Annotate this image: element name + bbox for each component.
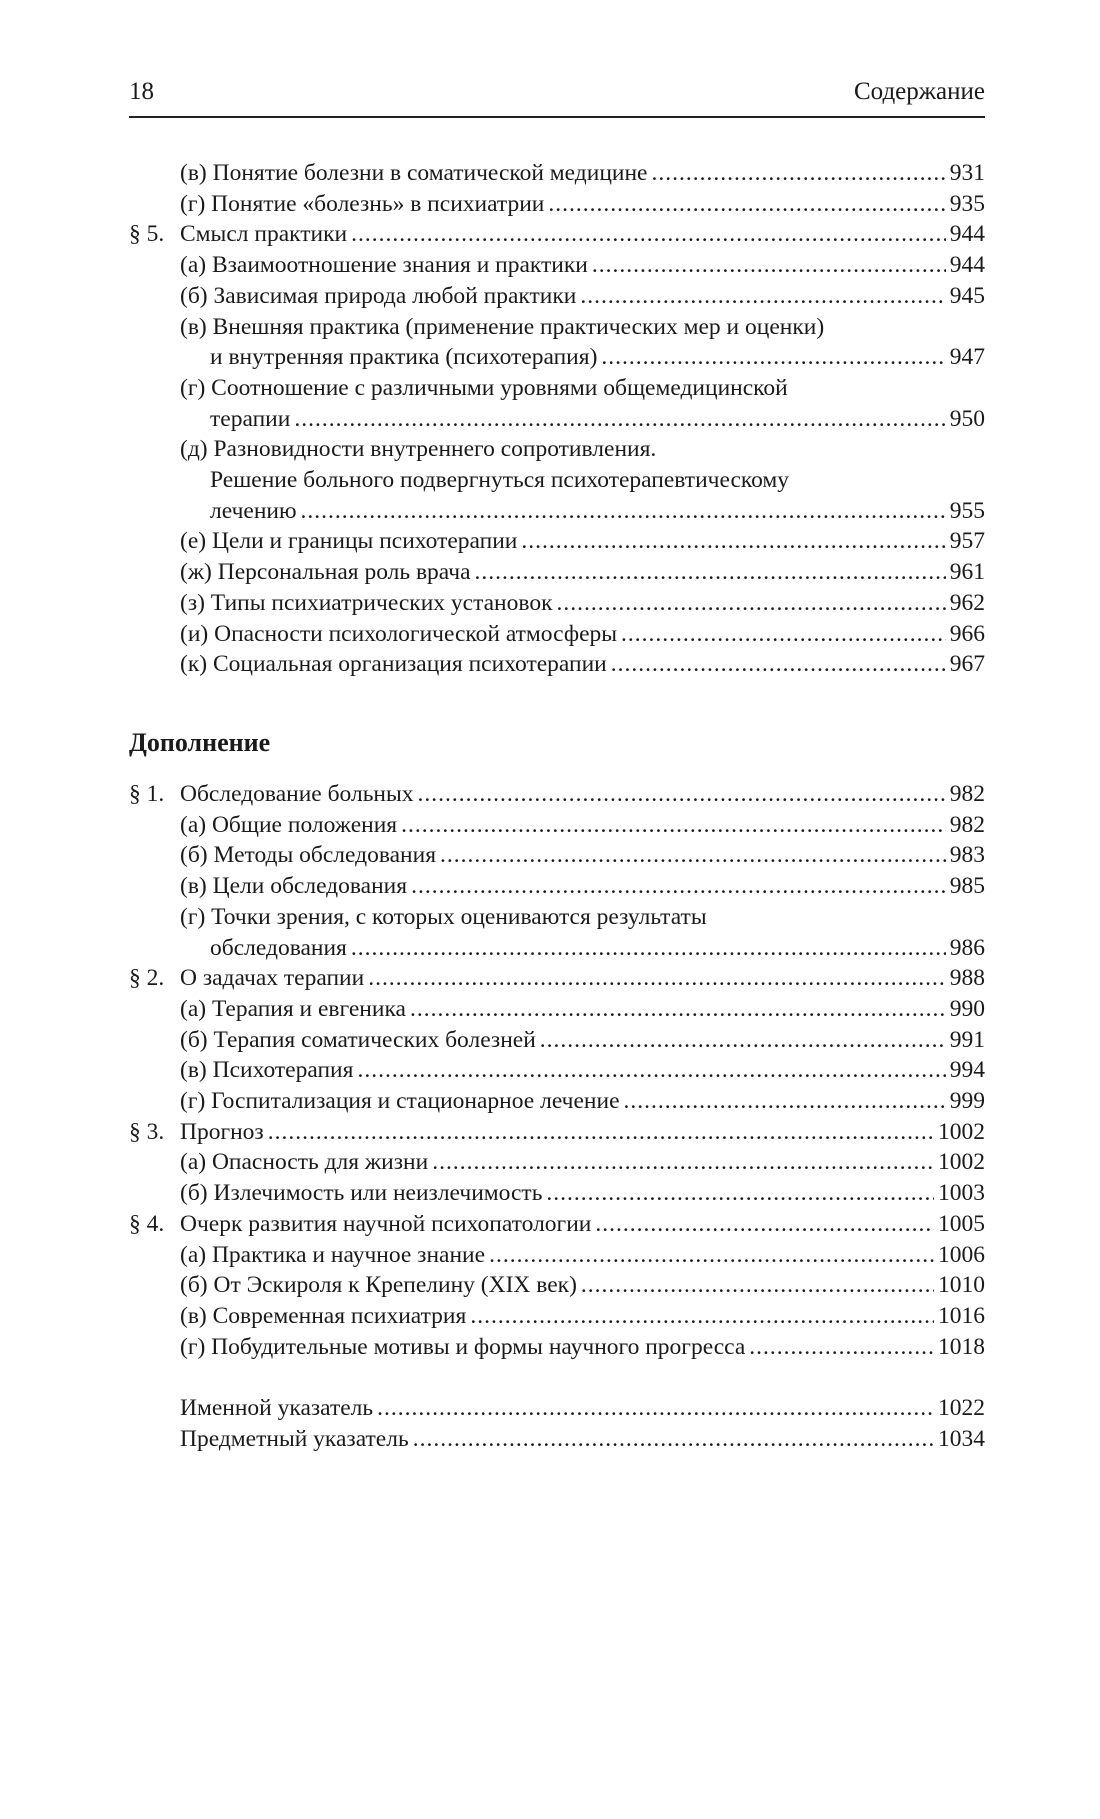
toc-entry-heading <box>180 526 517 557</box>
dot-leader <box>546 1178 934 1209</box>
toc-entry-heading <box>180 281 576 312</box>
toc-entry-label: Обследование больных <box>180 781 414 807</box>
dot-leader <box>401 810 946 841</box>
dot-leader <box>581 1270 934 1301</box>
toc-entry <box>129 281 985 312</box>
toc-entry <box>129 158 985 189</box>
dot-leader <box>521 526 945 557</box>
toc-entry-row <box>180 1025 985 1056</box>
dot-leader <box>432 1147 934 1178</box>
toc-entry-row <box>180 871 985 902</box>
dot-leader <box>475 557 946 588</box>
toc-entry-row <box>180 1332 985 1363</box>
toc-page-number: 1010 <box>938 1272 985 1299</box>
dot-leader <box>652 158 946 189</box>
toc-entry-row <box>180 994 985 1025</box>
toc-entry <box>129 526 985 557</box>
toc-entry-label: (и) Опасности психологической атмосферы <box>180 620 618 647</box>
page-number: 18 <box>129 78 154 105</box>
dot-leader <box>540 1025 946 1056</box>
index-entries <box>129 1393 985 1454</box>
toc-entry-label: (з) Типы психиатрических установок <box>180 589 553 616</box>
running-title: Содержание <box>854 78 985 105</box>
toc-entry-heading <box>180 1240 485 1271</box>
toc-entry-line <box>180 373 985 404</box>
section-number: § 1. <box>129 781 165 807</box>
toc-page-number: 991 <box>949 1026 985 1053</box>
toc-page-number: 961 <box>949 559 985 586</box>
toc-page-number: 1005 <box>938 1210 985 1237</box>
toc-entry-heading <box>180 1086 620 1117</box>
toc-entry-heading <box>180 649 607 680</box>
toc-entry-label: (в) Внешняя практика (применение практических мер и оценки) <box>180 313 825 340</box>
dot-leader <box>351 933 946 964</box>
toc-entry-row <box>180 619 985 650</box>
toc-page-number: 994 <box>949 1057 985 1084</box>
toc-entry <box>129 557 985 588</box>
toc-entry-row <box>180 1301 985 1332</box>
toc-entry <box>129 1393 985 1424</box>
toc-entry <box>129 1209 985 1240</box>
dot-leader <box>301 496 946 527</box>
toc-page-number: 955 <box>949 497 985 524</box>
toc-entry-label: (б) От Эскироля к Крепелину (XIX век) <box>180 1272 577 1299</box>
toc-entry-row <box>180 1178 985 1209</box>
toc-appendix <box>129 779 985 1455</box>
toc-page-number: 967 <box>949 651 985 678</box>
toc-page-number: 931 <box>949 160 985 186</box>
toc-entry <box>129 312 985 373</box>
dot-leader <box>621 619 946 650</box>
toc-entry-label: (б) Терапия соматических болезней <box>180 1026 536 1053</box>
toc-page-number: 1022 <box>938 1395 985 1422</box>
dot-leader <box>410 994 946 1025</box>
toc-entry <box>129 1270 985 1301</box>
toc-entry-label: (б) Методы обследования <box>180 842 437 869</box>
toc-page-number: 966 <box>949 620 985 647</box>
toc-entry-heading <box>180 1055 353 1086</box>
dot-leader <box>611 649 946 680</box>
toc-page-number: 990 <box>949 995 985 1022</box>
toc-entry-row <box>180 1393 985 1424</box>
appendix-title: Дополнение <box>129 728 271 757</box>
toc-entry-label-continued: Решение больного подвергнуться психотерапевтическому <box>210 467 790 494</box>
toc-entry-row <box>180 1147 985 1178</box>
toc-entry-label-continued: лечению <box>210 497 297 524</box>
dot-leader <box>548 189 945 220</box>
toc-entry-label: Очерк развития научной психопатологии <box>180 1210 592 1237</box>
toc-entry-heading <box>180 189 544 220</box>
dot-leader <box>368 963 946 994</box>
toc-entry-heading <box>129 219 347 250</box>
toc-entry-row <box>180 588 985 619</box>
toc-page-number: 962 <box>949 589 985 616</box>
toc-page-number: 1034 <box>938 1426 985 1453</box>
toc-entry <box>129 1025 985 1056</box>
toc-page-number: 1002 <box>938 1149 985 1176</box>
toc-entry-heading <box>180 1025 536 1056</box>
toc-entry <box>129 1424 985 1455</box>
toc-entry-row <box>180 1240 985 1271</box>
toc-page-number: 986 <box>949 934 985 961</box>
toc-entry-heading <box>129 1117 264 1148</box>
toc-entry <box>129 1055 985 1086</box>
toc-page-number: 988 <box>949 965 985 992</box>
toc-entry <box>129 810 985 841</box>
toc-page-number: 1003 <box>938 1180 985 1207</box>
toc-entry-heading <box>180 810 397 841</box>
toc-entry-label: (б) Излечимость или неизлечимость <box>180 1180 543 1207</box>
toc-entry <box>129 840 985 871</box>
toc-entry-label: Смысл практики <box>180 221 348 248</box>
toc-entry <box>129 189 985 220</box>
toc-page-number: 947 <box>949 344 985 371</box>
toc-page-number: 935 <box>949 190 985 217</box>
toc-entry-label-continued: и внутренняя практика (психотерапия) <box>210 344 598 371</box>
toc-entry-row <box>180 526 985 557</box>
toc-entry-heading <box>129 779 414 810</box>
toc-entry-label-continued: терапии <box>210 405 291 432</box>
toc-entry-label: (а) Опасность для жизни <box>180 1149 429 1176</box>
toc-entry <box>129 588 985 619</box>
dot-leader <box>411 871 946 902</box>
toc-entry-label: (в) Понятие болезни в соматической медицине <box>180 160 648 186</box>
toc-page-number: 957 <box>949 528 985 555</box>
toc-page-number: 982 <box>949 781 985 807</box>
toc-entry <box>129 902 985 963</box>
toc-entry-label: (б) Зависимая природа любой практики <box>180 282 577 309</box>
toc-entry <box>129 963 985 994</box>
toc-entry-row <box>180 281 985 312</box>
toc-entry-label: Прогноз <box>180 1118 264 1145</box>
toc-entry-label: (а) Практика и научное знание <box>180 1241 486 1268</box>
toc-entry-heading <box>180 1332 745 1363</box>
toc-entry-heading <box>180 158 648 189</box>
toc-entry-row <box>180 158 985 189</box>
toc-entry-row <box>129 219 985 250</box>
section-number: § 3. <box>129 1118 165 1145</box>
toc-page-number: 985 <box>949 873 985 900</box>
section-number: § 2. <box>129 965 165 992</box>
toc-entry-heading <box>180 840 436 871</box>
toc-entry-label: Именной указатель <box>180 1395 374 1422</box>
toc-entry <box>129 1178 985 1209</box>
toc-entry-row <box>129 1117 985 1148</box>
toc-entry-label: (а) Терапия и евгеника <box>180 995 406 1022</box>
toc-entry-label: (г) Побудительные мотивы и формы научного прогресса <box>180 1333 746 1360</box>
dot-leader <box>749 1332 934 1363</box>
toc-page-number: 950 <box>949 405 985 432</box>
toc-entry-heading <box>180 1147 428 1178</box>
toc-entry-row <box>180 496 985 527</box>
toc-entry-label: (в) Современная психиатрия <box>180 1302 467 1329</box>
dot-leader <box>413 1424 934 1455</box>
toc-entry-label-continued: обследования <box>210 934 347 961</box>
toc-page-number: 983 <box>949 842 985 869</box>
toc-entry-label: (г) Соотношение с различными уровнями общемедицинской <box>180 374 788 401</box>
toc-entry-heading <box>129 963 364 994</box>
appendix-entries <box>129 779 985 1362</box>
toc-entry-label: (ж) Персональная роль врача <box>180 559 471 586</box>
toc-entry-label: (а) Взаимоотношение знания и практики <box>180 252 588 279</box>
toc-entry <box>129 779 985 810</box>
toc-entry-label: (в) Психотерапия <box>180 1057 354 1084</box>
toc-entry-label: (а) Общие положения <box>180 811 398 838</box>
toc-page-number: 982 <box>949 811 985 838</box>
toc-entry <box>129 1117 985 1148</box>
dot-leader <box>580 281 945 312</box>
toc-entry-label: (е) Цели и границы психотерапии <box>180 528 518 555</box>
toc-entry <box>129 1086 985 1117</box>
dot-leader <box>595 1209 934 1240</box>
dot-leader <box>377 1393 934 1424</box>
dot-leader <box>440 840 946 871</box>
toc-entry-row <box>180 649 985 680</box>
toc-entry-heading <box>129 1209 591 1240</box>
page-header <box>129 76 985 118</box>
dot-leader <box>268 1117 934 1148</box>
toc-entry-row <box>129 1209 985 1240</box>
toc-entry-row <box>180 189 985 220</box>
dot-leader <box>351 219 946 250</box>
toc-entry <box>129 434 985 526</box>
toc-entry <box>129 219 985 250</box>
toc-page-number: 945 <box>949 282 985 309</box>
dot-leader <box>470 1301 934 1332</box>
toc-page-number: 1016 <box>938 1302 985 1329</box>
dot-leader <box>557 588 946 619</box>
toc-entry <box>129 619 985 650</box>
toc-entry <box>129 1240 985 1271</box>
toc-entry-continuation <box>180 465 985 496</box>
dot-leader <box>418 779 946 810</box>
toc-entry-label: (г) Госпитализация и стационарное лечение <box>180 1088 620 1115</box>
toc-entry-heading <box>180 1178 542 1209</box>
toc-entry-row <box>129 779 985 810</box>
toc-entry <box>129 1147 985 1178</box>
toc-entry <box>129 250 985 281</box>
dot-leader <box>357 1055 945 1086</box>
toc-entry-row <box>180 404 985 435</box>
toc-entry-label: (к) Социальная организация психотерапии <box>180 651 607 678</box>
toc-entry-heading <box>180 871 407 902</box>
section-number: § 4. <box>129 1210 165 1237</box>
toc-entry <box>129 1301 985 1332</box>
dot-leader <box>489 1240 934 1271</box>
toc-page-number: 999 <box>949 1088 985 1115</box>
toc-entry <box>129 373 985 434</box>
toc-entry-row <box>180 1086 985 1117</box>
toc-entry-heading <box>180 994 406 1025</box>
dot-leader <box>601 342 945 373</box>
toc-entry-heading <box>180 557 471 588</box>
toc-entry-heading <box>180 1393 373 1424</box>
toc-page-number: 944 <box>949 221 985 248</box>
dot-leader <box>592 250 946 281</box>
toc-entry-row <box>180 1270 985 1301</box>
toc-entry-row <box>180 250 985 281</box>
toc-page-number: 1018 <box>938 1333 985 1360</box>
toc-entry-label: Предметный указатель <box>180 1426 409 1453</box>
toc-entry-row <box>180 810 985 841</box>
dot-leader <box>624 1086 946 1117</box>
toc-entry-row <box>180 1424 985 1455</box>
toc-entry <box>129 649 985 680</box>
toc-entry-heading <box>180 1301 466 1332</box>
toc-entry <box>129 871 985 902</box>
toc-entry-row <box>129 963 985 994</box>
toc-entry-label: (в) Цели обследования <box>180 873 408 900</box>
toc-page-number: 1002 <box>938 1118 985 1145</box>
toc-page-number: 944 <box>949 252 985 279</box>
toc-entry-heading <box>180 1424 409 1455</box>
section-number: § 5. <box>129 221 165 248</box>
toc-entry-row <box>180 933 985 964</box>
toc-entry <box>129 994 985 1025</box>
toc-entry-label: (д) Разновидности внутреннего сопротивления. <box>180 436 657 463</box>
dot-leader <box>294 404 945 435</box>
toc-page-number: 1006 <box>938 1241 985 1268</box>
toc-entry-row <box>180 342 985 373</box>
toc-entry-label: О задачах терапии <box>180 965 365 992</box>
toc-entry-line <box>180 434 985 465</box>
toc-entry-row <box>180 840 985 871</box>
toc-entry-heading <box>180 1270 577 1301</box>
toc-entry-heading <box>180 619 617 650</box>
toc-entry-label: (г) Точки зрения, с которых оцениваются результаты <box>180 903 707 930</box>
toc-entry <box>129 1332 985 1363</box>
toc-entry-row <box>180 557 985 588</box>
toc-part-1 <box>129 158 985 680</box>
toc-entry-line <box>180 902 985 933</box>
toc-entry-line <box>180 312 985 343</box>
toc-entry-heading <box>180 588 553 619</box>
toc-entry-heading <box>180 250 588 281</box>
toc-entry-label: (г) Понятие «болезнь» в психиатрии <box>180 190 545 217</box>
toc-entry-row <box>180 1055 985 1086</box>
